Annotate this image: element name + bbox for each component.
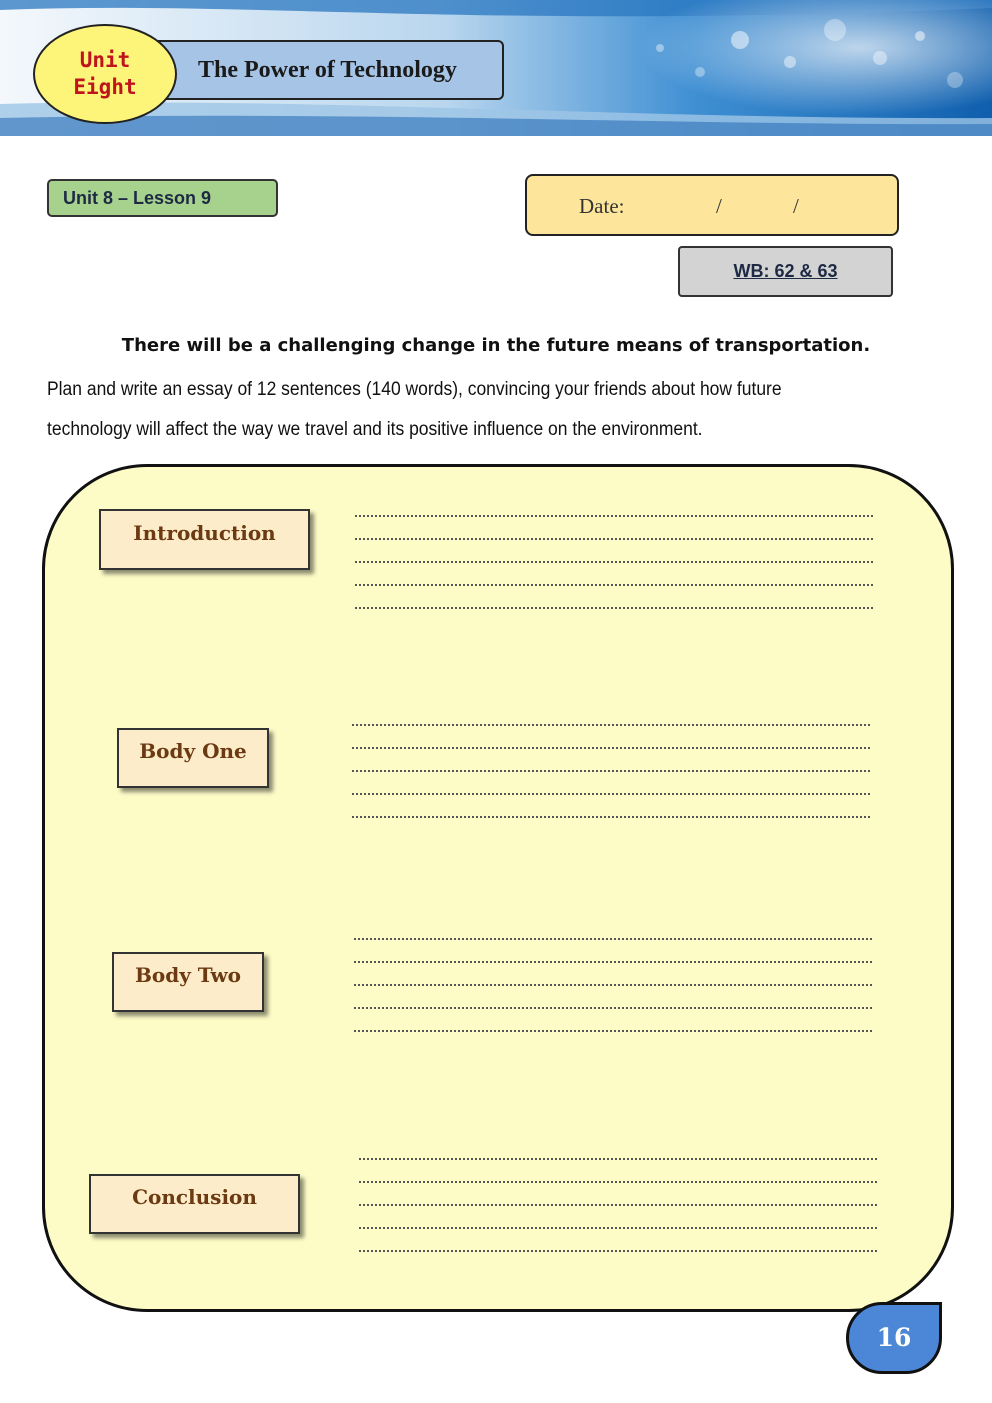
writing-lines-body-two[interactable] [354,917,872,1032]
date-box [525,174,899,236]
essay-instructions [47,370,875,450]
writing-lines-introduction[interactable] [355,494,873,609]
section-label-conclusion [89,1174,300,1234]
page-number: 16 [846,1302,942,1374]
date-separator: / [793,194,799,218]
unit-title: The Power of Technology [198,56,457,83]
essay-topic: There will be a challenging change in the future means of transportation. [121,335,871,356]
date-label: Date: [579,194,625,218]
section-label-text: Body One [139,739,247,763]
unit-badge-line1: Unit [79,48,131,72]
date-separator: / [716,194,722,218]
unit-title-box [150,40,504,100]
instructions-line: Plan and write an essay of 12 sentences (140 words), convincing your friends about how future [47,379,782,400]
section-label-body-one [117,728,269,788]
section-label-text: Introduction [133,521,276,545]
section-label-text: Body Two [134,963,242,987]
writing-lines-body-one[interactable] [352,703,870,818]
workbook-reference: WB: 62 & 63 [678,246,893,297]
section-label-body-two [112,952,264,1012]
unit-badge-line2: Eight [73,75,137,99]
lesson-label: Unit 8 – Lesson 9 [47,179,278,217]
section-label-text: Conclusion [132,1185,257,1209]
instructions-line: technology will affect the way we travel and its positive influence on the environment. [47,419,703,440]
section-label-introduction [99,509,310,570]
unit-badge [33,24,177,124]
writing-lines-conclusion[interactable] [359,1137,877,1252]
